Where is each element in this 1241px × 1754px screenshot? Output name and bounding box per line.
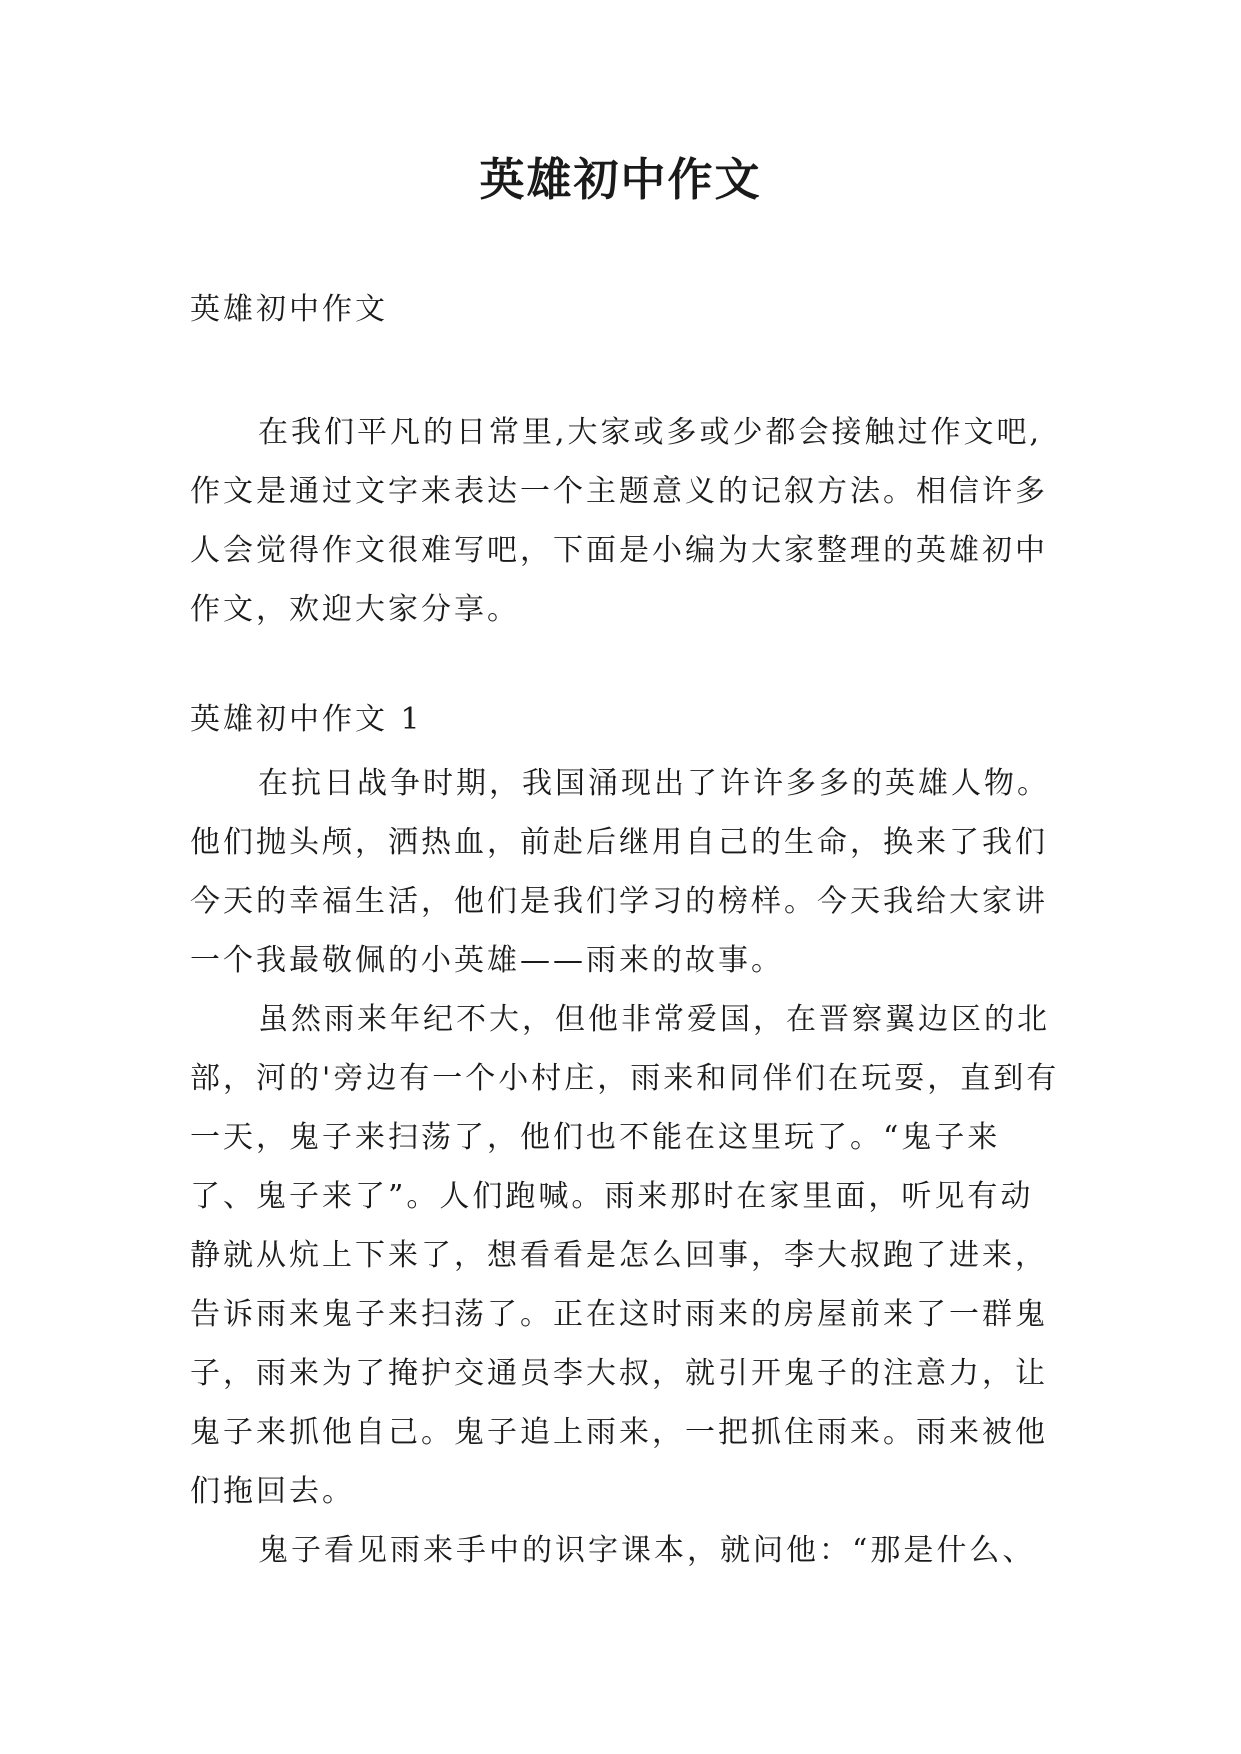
document-subtitle: 英雄初中作文 bbox=[190, 292, 388, 327]
intro-paragraph: 在我们平凡的日常里,大家或多或少都会接触过作文吧,作文是通过文字来表达一个主题意义的记叙方法。相信许多人会觉得作文很难写吧，下面是小编为大家整理的英雄初中作文，欢迎大家分享。 bbox=[190, 415, 1048, 627]
document-title: 英雄初中作文 bbox=[479, 153, 762, 206]
section-heading: 英雄初中作文 1 bbox=[190, 702, 423, 737]
essay-body bbox=[190, 754, 1060, 1580]
body-paragraph: 虽然雨来年纪不大，但他非常爱国，在晋察翼边区的北部，河的'旁边有一个小村庄，雨来和同伴们在玩耍，直到有一天，鬼子来扫荡了，他们也不能在这里玩了。“鬼子来了、鬼子来了”。人们跑喊。雨来那时在家里面，听见有动静就从炕上下来了，想看看是怎么回事，李大叔跑了进来，告诉雨来鬼子来扫荡了。正在这时雨来的房屋前来了一群鬼子，雨来为了掩护交通员李大叔，就引开鬼子的注意力，让鬼子来抓他自己。鬼子追上雨来，一把抓住雨来。雨来被他们拖回去。 bbox=[190, 1002, 1060, 1509]
body-paragraph: 在抗日战争时期，我国涌现出了许许多多的英雄人物。他们抛头颅，洒热血，前赴后继用自己的生命，换来了我们今天的幸福生活，他们是我们学习的榜样。今天我给大家讲一个我最敬佩的小英雄——雨来的故事。 bbox=[190, 766, 1050, 978]
body-paragraph: 鬼子看见雨来手中的识字课本，就问他：“那是什么、 bbox=[258, 1533, 1036, 1568]
